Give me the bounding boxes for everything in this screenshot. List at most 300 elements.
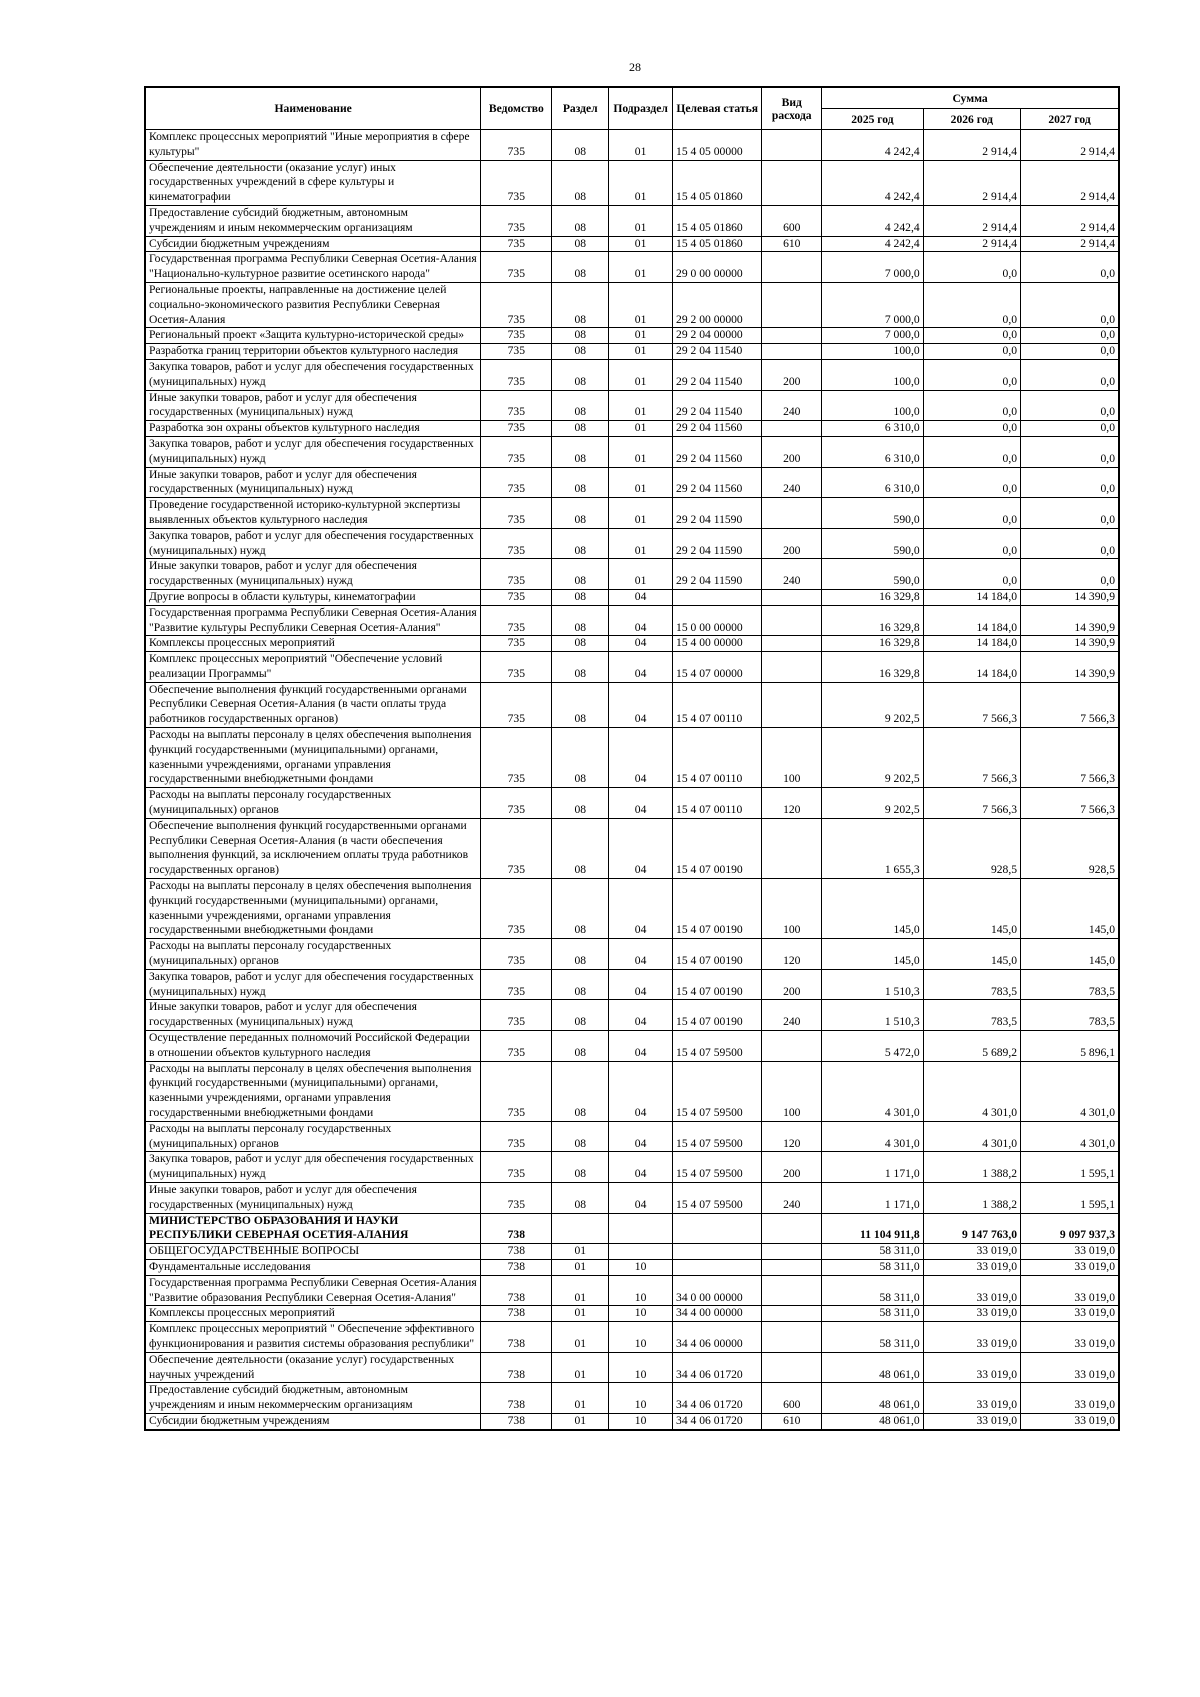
row-podrazdel: 01: [609, 498, 673, 529]
row-sum-2026: 145,0: [923, 939, 1020, 970]
row-name: Расходы на выплаты персоналу в целях обеспечения выполнения функций государственными (муниципальными) органами, казенными учреждениями, органами управления государственными внебюджетными фондами: [145, 1061, 481, 1121]
row-vid-rashoda: 200: [762, 969, 822, 1000]
row-vedomstvo: 735: [481, 652, 552, 683]
row-celevaya-statya: 15 4 07 59500: [673, 1121, 762, 1152]
row-sum-2027: 2 914,4: [1021, 130, 1119, 161]
row-vid-rashoda: [762, 130, 822, 161]
row-name: Комплекс процессных мероприятий " Обеспечение эффективного функционирования и развития системы образования республики": [145, 1322, 481, 1353]
row-podrazdel: 04: [609, 605, 673, 636]
header-year-2027: 2027 год: [1021, 109, 1119, 130]
table-row: [145, 236, 1119, 252]
row-celevaya-statya: 29 0 00 00000: [673, 252, 762, 283]
row-sum-2026: 0,0: [923, 436, 1020, 467]
row-razdel: 08: [552, 205, 609, 236]
row-celevaya-statya: 15 4 07 00190: [673, 939, 762, 970]
table-row: [145, 788, 1119, 819]
row-sum-2026: 2 914,4: [923, 236, 1020, 252]
row-podrazdel: 04: [609, 1182, 673, 1213]
row-podrazdel: 10: [609, 1383, 673, 1414]
row-name: Расходы на выплаты персоналу в целях обеспечения выполнения функций государственными (муниципальными) органами, казенными учреждениями, органами управления государственными внебюджетными фондами: [145, 879, 481, 939]
row-celevaya-statya: 34 4 06 01720: [673, 1413, 762, 1429]
row-name: Закупка товаров, работ и услуг для обеспечения государственных (муниципальных) нужд: [145, 1152, 481, 1183]
table-row: [145, 1413, 1119, 1429]
row-razdel: 08: [552, 498, 609, 529]
row-vid-rashoda: [762, 636, 822, 652]
row-sum-2027: 783,5: [1021, 1000, 1119, 1031]
row-name: Разработка границ территории объектов культурного наследия: [145, 344, 481, 360]
table-row: [145, 728, 1119, 788]
row-vedomstvo: 735: [481, 728, 552, 788]
row-name: Субсидии бюджетным учреждениям: [145, 1413, 481, 1429]
row-razdel: 08: [552, 467, 609, 498]
row-podrazdel: 01: [609, 436, 673, 467]
row-razdel: 08: [552, 939, 609, 970]
row-celevaya-statya: 15 0 00 00000: [673, 605, 762, 636]
table-row: [145, 1121, 1119, 1152]
row-sum-2025: 4 242,4: [822, 236, 923, 252]
row-name: Комплекс процессных мероприятий "Обеспечение условий реализации Программы": [145, 652, 481, 683]
row-sum-2025: 1 655,3: [822, 818, 923, 878]
row-vid-rashoda: [762, 344, 822, 360]
row-vid-rashoda: 200: [762, 359, 822, 390]
row-podrazdel: 10: [609, 1306, 673, 1322]
row-razdel: 08: [552, 1182, 609, 1213]
row-vedomstvo: 735: [481, 236, 552, 252]
row-vedomstvo: 735: [481, 605, 552, 636]
row-vedomstvo: 735: [481, 528, 552, 559]
table-row: [145, 282, 1119, 327]
row-sum-2025: 6 310,0: [822, 421, 923, 437]
row-vid-rashoda: 120: [762, 939, 822, 970]
row-celevaya-statya: 15 4 07 00000: [673, 652, 762, 683]
row-name: Государственная программа Республики Северная Осетия-Алания "Развитие образования Республики Северная Осетия-Алания": [145, 1275, 481, 1306]
row-sum-2027: 33 019,0: [1021, 1413, 1119, 1429]
row-vedomstvo: 735: [481, 1061, 552, 1121]
table-row: [145, 589, 1119, 605]
row-podrazdel: 01: [609, 282, 673, 327]
row-name: Закупка товаров, работ и услуг для обеспечения государственных (муниципальных) нужд: [145, 436, 481, 467]
header-celevaya-statya: Целевая статья: [673, 87, 762, 130]
row-sum-2026: 33 019,0: [923, 1275, 1020, 1306]
row-sum-2027: 4 301,0: [1021, 1121, 1119, 1152]
row-celevaya-statya: 29 2 04 11540: [673, 390, 762, 421]
row-podrazdel: 04: [609, 1061, 673, 1121]
row-razdel: 08: [552, 236, 609, 252]
row-celevaya-statya: 15 4 07 00190: [673, 818, 762, 878]
row-name: Комплексы процессных мероприятий: [145, 636, 481, 652]
row-sum-2027: 0,0: [1021, 528, 1119, 559]
row-podrazdel: 10: [609, 1352, 673, 1383]
row-name: Фундаментальные исследования: [145, 1259, 481, 1275]
row-sum-2025: 16 329,8: [822, 652, 923, 683]
row-podrazdel: 04: [609, 728, 673, 788]
row-sum-2026: 783,5: [923, 969, 1020, 1000]
row-sum-2027: 0,0: [1021, 467, 1119, 498]
header-summa: Сумма: [822, 87, 1119, 109]
row-vid-rashoda: [762, 1244, 822, 1260]
row-vid-rashoda: 240: [762, 559, 822, 590]
row-sum-2026: 9 147 763,0: [923, 1213, 1020, 1244]
row-sum-2025: 7 000,0: [822, 252, 923, 283]
row-razdel: 08: [552, 282, 609, 327]
row-vid-rashoda: 600: [762, 1383, 822, 1414]
row-celevaya-statya: 15 4 07 00110: [673, 682, 762, 727]
row-celevaya-statya: 15 4 05 01860: [673, 205, 762, 236]
row-podrazdel: 01: [609, 559, 673, 590]
row-sum-2027: 0,0: [1021, 344, 1119, 360]
table-row: [145, 1213, 1119, 1244]
row-sum-2026: 33 019,0: [923, 1352, 1020, 1383]
row-razdel: 08: [552, 818, 609, 878]
row-celevaya-statya: 15 4 05 01860: [673, 160, 762, 205]
table-row: [145, 636, 1119, 652]
row-vid-rashoda: [762, 421, 822, 437]
row-sum-2027: 0,0: [1021, 252, 1119, 283]
row-celevaya-statya: 15 4 07 59500: [673, 1031, 762, 1062]
row-sum-2025: 6 310,0: [822, 436, 923, 467]
table-row: [145, 1383, 1119, 1414]
table-row: [145, 939, 1119, 970]
table-row: [145, 1322, 1119, 1353]
row-celevaya-statya: 29 2 04 11560: [673, 436, 762, 467]
row-celevaya-statya: 29 2 04 00000: [673, 328, 762, 344]
row-sum-2027: 1 595,1: [1021, 1182, 1119, 1213]
row-sum-2027: 7 566,3: [1021, 728, 1119, 788]
row-sum-2027: 0,0: [1021, 390, 1119, 421]
row-razdel: 08: [552, 436, 609, 467]
table-row: [145, 1259, 1119, 1275]
row-vedomstvo: 735: [481, 1031, 552, 1062]
table-row: [145, 969, 1119, 1000]
table-row: [145, 818, 1119, 878]
table-row: [145, 1352, 1119, 1383]
row-sum-2026: 14 184,0: [923, 605, 1020, 636]
row-sum-2027: 0,0: [1021, 559, 1119, 590]
row-celevaya-statya: [673, 1244, 762, 1260]
row-name: Иные закупки товаров, работ и услуг для обеспечения государственных (муниципальных) нужд: [145, 559, 481, 590]
row-vedomstvo: 735: [481, 788, 552, 819]
row-vid-rashoda: 240: [762, 1000, 822, 1031]
row-sum-2025: 4 242,4: [822, 160, 923, 205]
row-celevaya-statya: 15 4 07 00110: [673, 728, 762, 788]
row-celevaya-statya: 15 4 07 00110: [673, 788, 762, 819]
row-sum-2027: 145,0: [1021, 939, 1119, 970]
row-sum-2027: 9 097 937,3: [1021, 1213, 1119, 1244]
row-name: ОБЩЕГОСУДАРСТВЕННЫЕ ВОПРОСЫ: [145, 1244, 481, 1260]
row-celevaya-statya: 34 0 00 00000: [673, 1275, 762, 1306]
row-vedomstvo: 735: [481, 344, 552, 360]
row-sum-2026: 7 566,3: [923, 788, 1020, 819]
row-sum-2025: 6 310,0: [822, 467, 923, 498]
row-name: Осуществление переданных полномочий Российской Федерации в отношении объектов культурного наследия: [145, 1031, 481, 1062]
row-sum-2027: 33 019,0: [1021, 1259, 1119, 1275]
row-vedomstvo: 738: [481, 1213, 552, 1244]
table-row: [145, 467, 1119, 498]
row-vedomstvo: 738: [481, 1275, 552, 1306]
row-vedomstvo: 738: [481, 1413, 552, 1429]
row-razdel: 08: [552, 788, 609, 819]
table-row: [145, 436, 1119, 467]
row-sum-2027: 33 019,0: [1021, 1383, 1119, 1414]
table-row: [145, 390, 1119, 421]
row-vedomstvo: 735: [481, 1121, 552, 1152]
row-sum-2025: 590,0: [822, 498, 923, 529]
row-name: Закупка товаров, работ и услуг для обеспечения государственных (муниципальных) нужд: [145, 969, 481, 1000]
row-razdel: 08: [552, 1031, 609, 1062]
row-vid-rashoda: 610: [762, 1413, 822, 1429]
row-podrazdel: 01: [609, 467, 673, 498]
table-row: [145, 421, 1119, 437]
row-podrazdel: 10: [609, 1413, 673, 1429]
row-sum-2025: 11 104 911,8: [822, 1213, 923, 1244]
row-vedomstvo: 735: [481, 252, 552, 283]
header-vid-rashoda: Вид расхода: [762, 87, 822, 130]
header-year-2025: 2025 год: [822, 109, 923, 130]
row-sum-2026: 4 301,0: [923, 1121, 1020, 1152]
row-sum-2025: 145,0: [822, 879, 923, 939]
row-name: Государственная программа Республики Северная Осетия-Алания "Развитие культуры Республики Северная Осетия-Алания": [145, 605, 481, 636]
row-celevaya-statya: 29 2 04 11590: [673, 559, 762, 590]
row-vedomstvo: 738: [481, 1322, 552, 1353]
row-podrazdel: [609, 1213, 673, 1244]
row-sum-2026: 2 914,4: [923, 160, 1020, 205]
row-sum-2025: 4 301,0: [822, 1121, 923, 1152]
row-sum-2025: 5 472,0: [822, 1031, 923, 1062]
row-celevaya-statya: 15 4 07 59500: [673, 1182, 762, 1213]
row-vid-rashoda: [762, 160, 822, 205]
row-sum-2026: 0,0: [923, 421, 1020, 437]
row-sum-2026: 4 301,0: [923, 1061, 1020, 1121]
row-vedomstvo: 738: [481, 1259, 552, 1275]
row-sum-2026: 0,0: [923, 344, 1020, 360]
row-sum-2025: 16 329,8: [822, 589, 923, 605]
row-sum-2026: 5 689,2: [923, 1031, 1020, 1062]
row-vedomstvo: 735: [481, 421, 552, 437]
row-podrazdel: 01: [609, 421, 673, 437]
row-razdel: 01: [552, 1413, 609, 1429]
row-vid-rashoda: 100: [762, 1061, 822, 1121]
row-podrazdel: 04: [609, 1121, 673, 1152]
row-name: Обеспечение деятельности (оказание услуг) иных государственных учреждений в сфере культуры и кинематографии: [145, 160, 481, 205]
table-row: [145, 130, 1119, 161]
row-celevaya-statya: 15 4 07 00190: [673, 1000, 762, 1031]
row-vedomstvo: 735: [481, 436, 552, 467]
row-celevaya-statya: 29 2 04 11560: [673, 467, 762, 498]
row-celevaya-statya: 15 4 05 01860: [673, 236, 762, 252]
row-vid-rashoda: 100: [762, 879, 822, 939]
row-razdel: 08: [552, 636, 609, 652]
row-celevaya-statya: [673, 1213, 762, 1244]
row-vid-rashoda: [762, 605, 822, 636]
row-name: Предоставление субсидий бюджетным, автономным учреждениям и иным некоммерческим организациям: [145, 1383, 481, 1414]
table-body: [145, 130, 1119, 1430]
row-razdel: 08: [552, 359, 609, 390]
row-celevaya-statya: 34 4 06 01720: [673, 1352, 762, 1383]
row-podrazdel: 01: [609, 528, 673, 559]
row-name: Иные закупки товаров, работ и услуг для обеспечения государственных (муниципальных) нужд: [145, 390, 481, 421]
row-name: Региональные проекты, направленные на достижение целей социально-экономического развития Республики Северная Осетия-Алания: [145, 282, 481, 327]
row-sum-2027: 0,0: [1021, 498, 1119, 529]
row-sum-2026: 33 019,0: [923, 1322, 1020, 1353]
row-razdel: 08: [552, 390, 609, 421]
row-name: Обеспечение выполнения функций государственными органами Республики Северная Осетия-Алания (в части оплаты труда работников государственных органов): [145, 682, 481, 727]
row-celevaya-statya: 29 2 04 11540: [673, 344, 762, 360]
row-sum-2026: 0,0: [923, 498, 1020, 529]
row-celevaya-statya: [673, 589, 762, 605]
row-vedomstvo: 735: [481, 1182, 552, 1213]
row-vid-rashoda: [762, 282, 822, 327]
row-razdel: 08: [552, 528, 609, 559]
row-razdel: 08: [552, 1000, 609, 1031]
table-row: [145, 498, 1119, 529]
row-name: Обеспечение деятельности (оказание услуг) государственных научных учреждений: [145, 1352, 481, 1383]
row-sum-2025: 145,0: [822, 939, 923, 970]
row-celevaya-statya: 34 4 06 00000: [673, 1322, 762, 1353]
row-vedomstvo: 735: [481, 328, 552, 344]
table-row: [145, 1152, 1119, 1183]
header-vedomstvo: Ведомство: [481, 87, 552, 130]
row-vedomstvo: 735: [481, 589, 552, 605]
table-header: [145, 87, 1119, 130]
row-razdel: 08: [552, 421, 609, 437]
row-sum-2027: 4 301,0: [1021, 1061, 1119, 1121]
row-sum-2026: 14 184,0: [923, 636, 1020, 652]
table-row: [145, 879, 1119, 939]
row-sum-2027: 33 019,0: [1021, 1275, 1119, 1306]
row-sum-2026: 1 388,2: [923, 1152, 1020, 1183]
row-vedomstvo: 735: [481, 1000, 552, 1031]
row-name: Региональный проект «Защита культурно-исторической среды»: [145, 328, 481, 344]
row-vedomstvo: 735: [481, 130, 552, 161]
table-row: [145, 359, 1119, 390]
row-vedomstvo: 735: [481, 390, 552, 421]
row-podrazdel: 04: [609, 589, 673, 605]
table-row: [145, 652, 1119, 683]
row-sum-2025: 58 311,0: [822, 1275, 923, 1306]
row-podrazdel: 01: [609, 344, 673, 360]
row-sum-2025: 100,0: [822, 344, 923, 360]
row-sum-2027: 14 390,9: [1021, 589, 1119, 605]
row-razdel: 08: [552, 160, 609, 205]
row-celevaya-statya: 15 4 05 00000: [673, 130, 762, 161]
row-sum-2026: 0,0: [923, 390, 1020, 421]
row-name: Другие вопросы в области культуры, кинематографии: [145, 589, 481, 605]
row-celevaya-statya: 15 4 00 00000: [673, 636, 762, 652]
row-razdel: 01: [552, 1352, 609, 1383]
row-celevaya-statya: 34 4 00 00000: [673, 1306, 762, 1322]
row-vedomstvo: 735: [481, 205, 552, 236]
row-vid-rashoda: [762, 589, 822, 605]
row-sum-2027: 0,0: [1021, 328, 1119, 344]
row-name: Проведение государственной историко-культурной экспертизы выявленных объектов культурного наследия: [145, 498, 481, 529]
row-vedomstvo: 735: [481, 682, 552, 727]
row-vid-rashoda: 100: [762, 728, 822, 788]
row-sum-2027: 145,0: [1021, 879, 1119, 939]
row-podrazdel: 04: [609, 969, 673, 1000]
row-sum-2025: 100,0: [822, 359, 923, 390]
table-row: [145, 559, 1119, 590]
row-vid-rashoda: 610: [762, 236, 822, 252]
row-vid-rashoda: [762, 252, 822, 283]
row-podrazdel: 01: [609, 236, 673, 252]
row-sum-2025: 7 000,0: [822, 328, 923, 344]
row-vedomstvo: 735: [481, 636, 552, 652]
row-razdel: 08: [552, 682, 609, 727]
row-vid-rashoda: [762, 1259, 822, 1275]
header-name: Наименование: [145, 87, 481, 130]
row-razdel: 08: [552, 1152, 609, 1183]
row-celevaya-statya: [673, 1259, 762, 1275]
row-sum-2027: 2 914,4: [1021, 160, 1119, 205]
row-razdel: 01: [552, 1383, 609, 1414]
row-sum-2026: 0,0: [923, 467, 1020, 498]
row-podrazdel: 01: [609, 160, 673, 205]
row-vedomstvo: 735: [481, 359, 552, 390]
row-sum-2027: 33 019,0: [1021, 1352, 1119, 1383]
row-vid-rashoda: [762, 1352, 822, 1383]
row-sum-2027: 783,5: [1021, 969, 1119, 1000]
table-row: [145, 205, 1119, 236]
row-podrazdel: 04: [609, 1152, 673, 1183]
row-name: Предоставление субсидий бюджетным, автономным учреждениям и иным некоммерческим организациям: [145, 205, 481, 236]
row-sum-2025: 1 510,3: [822, 969, 923, 1000]
row-vid-rashoda: [762, 682, 822, 727]
row-celevaya-statya: 34 4 06 01720: [673, 1383, 762, 1414]
row-name: Государственная программа Республики Северная Осетия-Алания "Национально-культурное развитие осетинского народа": [145, 252, 481, 283]
row-razdel: 08: [552, 879, 609, 939]
row-vedomstvo: 735: [481, 559, 552, 590]
row-sum-2025: 58 311,0: [822, 1244, 923, 1260]
row-sum-2027: 0,0: [1021, 436, 1119, 467]
row-vid-rashoda: 240: [762, 467, 822, 498]
row-vid-rashoda: 600: [762, 205, 822, 236]
row-sum-2027: 5 896,1: [1021, 1031, 1119, 1062]
row-vedomstvo: 735: [481, 160, 552, 205]
row-name: Расходы на выплаты персоналу государственных (муниципальных) органов: [145, 1121, 481, 1152]
row-vid-rashoda: [762, 1031, 822, 1062]
row-vedomstvo: 735: [481, 818, 552, 878]
row-vid-rashoda: [762, 1275, 822, 1306]
row-sum-2025: 58 311,0: [822, 1322, 923, 1353]
row-sum-2027: 33 019,0: [1021, 1322, 1119, 1353]
row-razdel: 01: [552, 1306, 609, 1322]
row-razdel: 08: [552, 559, 609, 590]
row-vid-rashoda: 120: [762, 1121, 822, 1152]
row-podrazdel: 04: [609, 939, 673, 970]
row-podrazdel: 10: [609, 1322, 673, 1353]
row-sum-2026: 2 914,4: [923, 130, 1020, 161]
row-sum-2025: 7 000,0: [822, 282, 923, 327]
row-vedomstvo: 735: [481, 879, 552, 939]
row-vedomstvo: 735: [481, 1152, 552, 1183]
row-razdel: 08: [552, 652, 609, 683]
row-podrazdel: 04: [609, 1031, 673, 1062]
row-razdel: 01: [552, 1244, 609, 1260]
row-sum-2025: 1 510,3: [822, 1000, 923, 1031]
row-sum-2025: 9 202,5: [822, 788, 923, 819]
row-vid-rashoda: [762, 818, 822, 878]
row-razdel: 08: [552, 589, 609, 605]
row-podrazdel: 10: [609, 1259, 673, 1275]
row-razdel: 01: [552, 1322, 609, 1353]
table-row: [145, 344, 1119, 360]
table-row: [145, 528, 1119, 559]
row-razdel: 08: [552, 328, 609, 344]
row-sum-2027: 1 595,1: [1021, 1152, 1119, 1183]
row-vid-rashoda: 200: [762, 528, 822, 559]
row-celevaya-statya: 29 2 04 11560: [673, 421, 762, 437]
row-vid-rashoda: 120: [762, 788, 822, 819]
